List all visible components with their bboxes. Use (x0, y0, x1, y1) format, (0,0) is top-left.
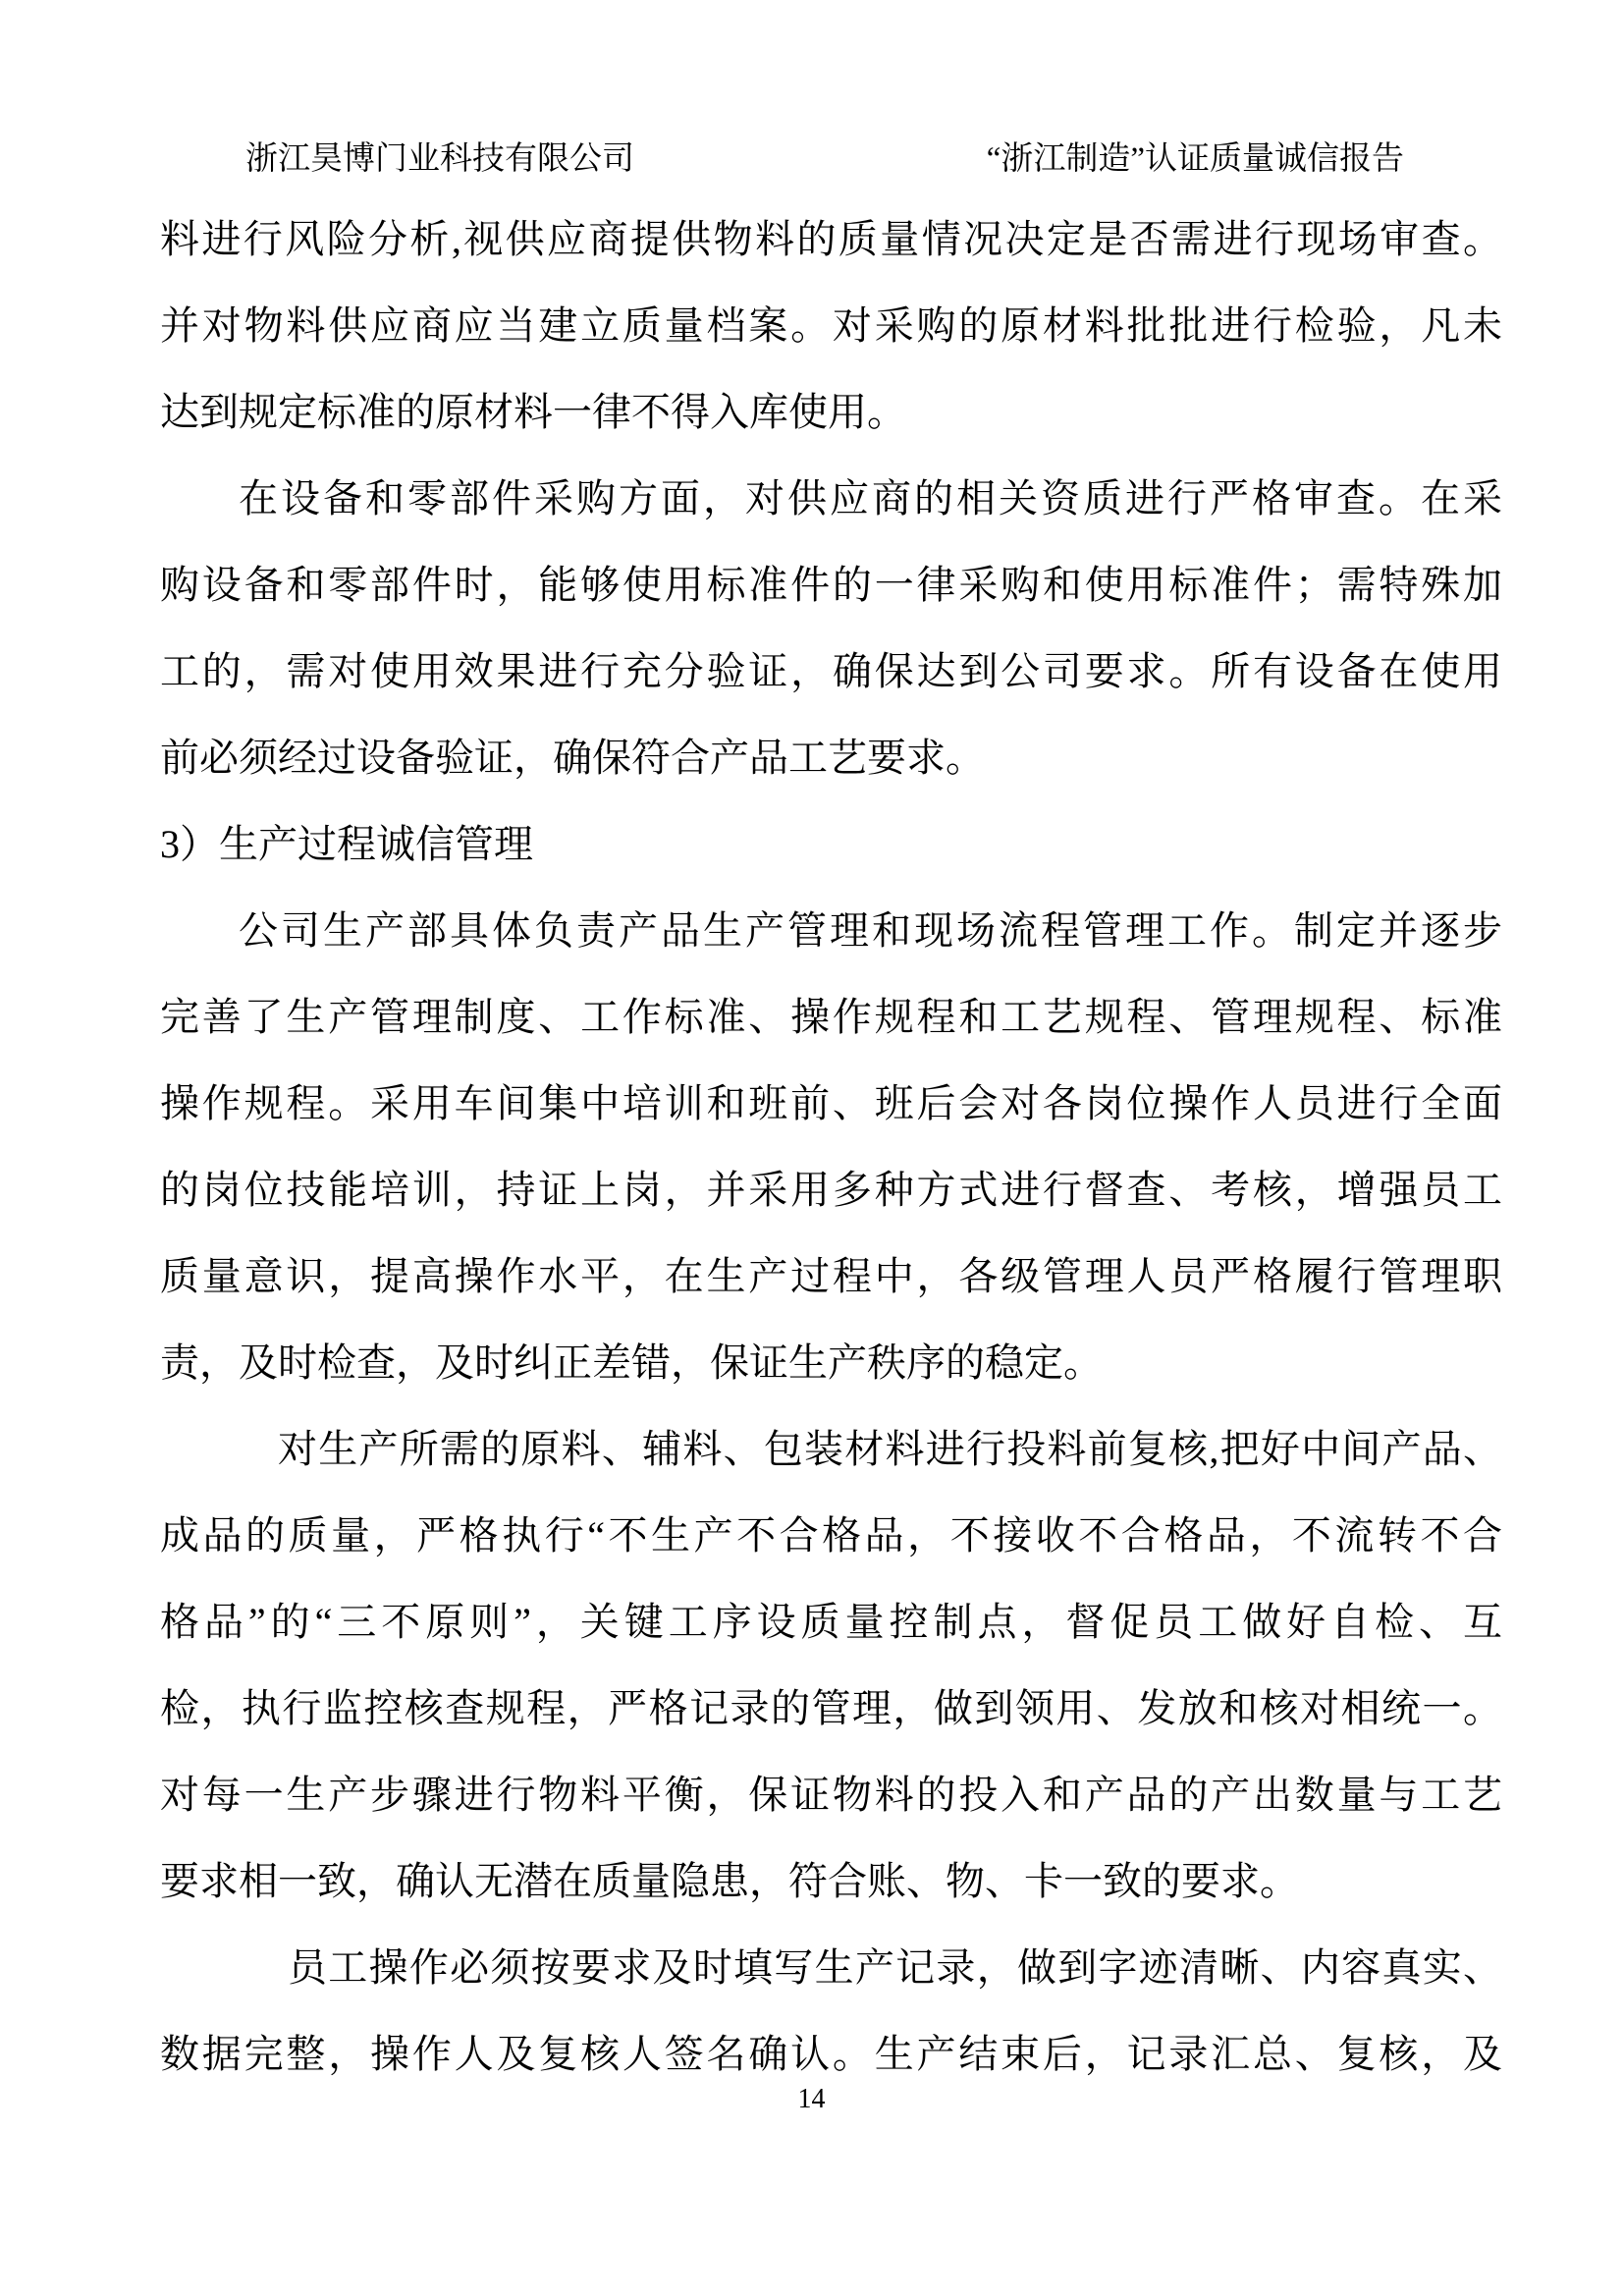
body-line: 完善了生产管理制度、工作标准、操作规程和工艺规程、管理规程、标准 (160, 995, 1502, 1039)
body-line: 数据完整，操作人及复核人签名确认。生产结束后，记录汇总、复核，及 (160, 2032, 1502, 2076)
body-line: 操作规程。采用车间集中培训和班前、班后会对各岗位操作人员进行全面 (160, 1081, 1502, 1125)
body-line: 前必须经过设备验证，确保符合产品工艺要求。 (160, 736, 985, 780)
page-header (245, 137, 1404, 181)
header-report-title: “浙江制造”认证质量诚信报告 (986, 141, 1404, 177)
document-body (160, 196, 1502, 2098)
body-line: 并对物料供应商应当建立质量档案。对采购的原材料批批进行检验，凡未 (160, 303, 1502, 348)
body-line: 员工操作必须按要求及时填写生产记录，做到字迹清晰、内容真实、 (288, 1945, 1502, 1990)
header-company-name: 浙江昊博门业科技有限公司 (245, 141, 634, 177)
body-line: 对每一生产步骤进行物料平衡，保证物料的投入和产品的产出数量与工艺 (160, 1773, 1502, 1817)
page-number: 14 (797, 2084, 826, 2114)
body-line: 检，执行监控核查规程，严格记录的管理，做到领用、发放和核对相统一。 (160, 1686, 1502, 1730)
page-footer (0, 2080, 1623, 2119)
body-line: 工的，需对使用效果进行充分验证，确保达到公司要求。所有设备在使用 (160, 649, 1502, 693)
body-line: 责，及时检查，及时纠正差错，保证生产秩序的稳定。 (160, 1340, 1103, 1385)
body-line: 购设备和零部件时，能够使用标准件的一律采购和使用标准件；需特殊加 (160, 563, 1502, 607)
body-line: 质量意识，提高操作水平，在生产过程中，各级管理人员严格履行管理职 (160, 1254, 1502, 1298)
body-line: 公司生产部具体负责产品生产管理和现场流程管理工作。制定并逐步 (239, 908, 1502, 953)
body-line: 要求相一致，确认无潜在质量隐患，符合账、物、卡一致的要求。 (160, 1859, 1299, 1903)
body-line: 成品的质量，严格执行“不生产不合格品，不接收不合格品，不流转不合 (160, 1513, 1502, 1558)
body-line: 达到规定标准的原材料一律不得入库使用。 (160, 390, 906, 434)
section-heading: 3）生产过程诚信管理 (160, 822, 533, 866)
body-line: 料进行风险分析,视供应商提供物料的质量情况决定是否需进行现场审查。 (160, 217, 1502, 261)
body-line: 在设备和零部件采购方面，对供应商的相关资质进行严格审查。在采 (239, 476, 1502, 520)
body-line: 对生产所需的原料、辅料、包装材料进行投料前复核,把好中间产品、 (278, 1427, 1502, 1471)
body-line: 格品”的“三不原则”，关键工序设质量控制点，督促员工做好自检、互 (160, 1600, 1502, 1644)
body-line: 的岗位技能培训，持证上岗，并采用多种方式进行督查、考核，增强员工 (160, 1168, 1502, 1212)
